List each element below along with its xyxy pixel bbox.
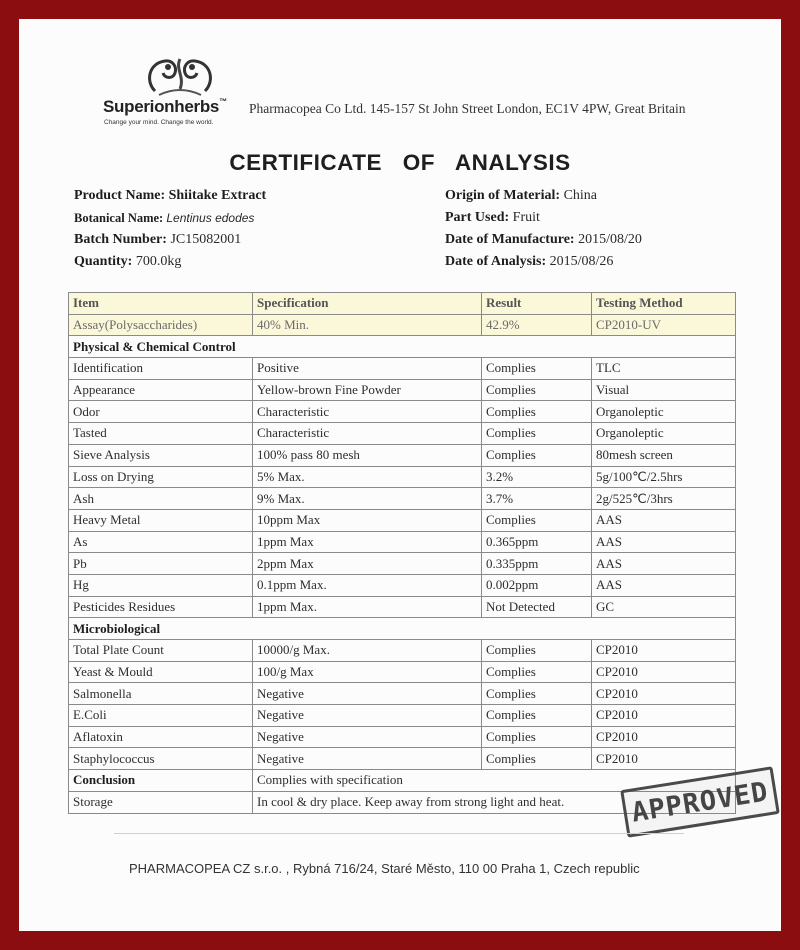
cell-item: Hg (69, 574, 253, 596)
cell-method: Visual (592, 379, 736, 401)
footer-address: PHARMACOPEA CZ s.r.o. , Rybná 716/24, Staré Město, 110 00 Praha 1, Czech republic (129, 861, 640, 876)
cell-item: Identification (69, 358, 253, 380)
cell-specification: Yellow-brown Fine Powder (253, 379, 482, 401)
table-row (69, 661, 736, 683)
cell-result: Complies (482, 509, 592, 531)
cell-specification: Characteristic (253, 423, 482, 445)
cell-item: Pesticides Residues (69, 596, 253, 618)
batch-number: Batch Number: JC15082001 (74, 232, 242, 247)
storage-value: In cool & dry place. Keep away from strong light and heat. (253, 791, 736, 813)
certificate-page (19, 19, 781, 931)
cell-method: CP2010 (592, 661, 736, 683)
table-row (69, 726, 736, 748)
cell-method: 2g/525℃/3hrs (592, 488, 736, 510)
cell-item: Yeast & Mould (69, 661, 253, 683)
cell-specification: 2ppm Max (253, 553, 482, 575)
section-header-microbiological: Microbiological (69, 618, 736, 640)
cell-method: 80mesh screen (592, 444, 736, 466)
cell-item: Tasted (69, 423, 253, 445)
dragon-logo-icon (135, 51, 225, 99)
header-specification: Specification (253, 293, 482, 315)
cell-specification: 0.1ppm Max. (253, 574, 482, 596)
table-row (69, 596, 736, 618)
assay-method: CP2010-UV (592, 314, 736, 336)
cell-item: Aflatoxin (69, 726, 253, 748)
cell-item: Salmonella (69, 683, 253, 705)
table-row (69, 379, 736, 401)
cell-result: 3.2% (482, 466, 592, 488)
table-row (69, 509, 736, 531)
cell-specification: 9% Max. (253, 488, 482, 510)
part-used: Part Used: Fruit (445, 210, 540, 225)
cell-item: Loss on Drying (69, 466, 253, 488)
cell-item: Staphylococcus (69, 748, 253, 770)
cell-result: Complies (482, 444, 592, 466)
cell-result: Complies (482, 401, 592, 423)
cell-specification: Negative (253, 705, 482, 727)
cell-result: Complies (482, 423, 592, 445)
cell-item: Ash (69, 488, 253, 510)
cell-specification: 100/g Max (253, 661, 482, 683)
cell-method: GC (592, 596, 736, 618)
table-row (69, 531, 736, 553)
cell-method: TLC (592, 358, 736, 380)
assay-result: 42.9% (482, 314, 592, 336)
cell-result: 3.7% (482, 488, 592, 510)
table-row (69, 748, 736, 770)
logo-tagline: Change your mind. Change the world. (104, 119, 214, 126)
table-row (69, 574, 736, 596)
cell-method: Organoleptic (592, 401, 736, 423)
cell-method: CP2010 (592, 705, 736, 727)
cell-result: Complies (482, 358, 592, 380)
cell-specification: Negative (253, 726, 482, 748)
cell-method: CP2010 (592, 683, 736, 705)
physical-rows (69, 358, 736, 618)
cell-specification: 1ppm Max (253, 531, 482, 553)
table-row (69, 488, 736, 510)
table-row (69, 466, 736, 488)
cell-result: Complies (482, 661, 592, 683)
table-row (69, 640, 736, 662)
cell-result: Complies (482, 726, 592, 748)
cell-specification: 1ppm Max. (253, 596, 482, 618)
cell-method: 5g/100℃/2.5hrs (592, 466, 736, 488)
cell-specification: 100% pass 80 mesh (253, 444, 482, 466)
cell-item: Appearance (69, 379, 253, 401)
cell-result: Complies (482, 683, 592, 705)
conclusion-label: Conclusion (69, 770, 253, 792)
cell-method: CP2010 (592, 726, 736, 748)
header-item: Item (69, 293, 253, 315)
logo-name: Superionherbs™ (103, 97, 227, 116)
assay-specification: 40% Min. (253, 314, 482, 336)
cell-method: CP2010 (592, 640, 736, 662)
cell-item: Pb (69, 553, 253, 575)
micro-rows (69, 640, 736, 770)
product-name: Product Name: Shiitake Extract (74, 188, 267, 203)
cell-specification: 10000/g Max. (253, 640, 482, 662)
cell-specification: 5% Max. (253, 466, 482, 488)
cell-result: Not Detected (482, 596, 592, 618)
cell-method: AAS (592, 509, 736, 531)
cell-method: AAS (592, 531, 736, 553)
cell-item: As (69, 531, 253, 553)
origin-of-material: Origin of Material: China (445, 188, 598, 203)
cell-item: Total Plate Count (69, 640, 253, 662)
cell-specification: Characteristic (253, 401, 482, 423)
cell-result: Complies (482, 748, 592, 770)
cell-result: 0.335ppm (482, 553, 592, 575)
table-row (69, 553, 736, 575)
cell-result: 0.002ppm (482, 574, 592, 596)
cell-specification: 10ppm Max (253, 509, 482, 531)
date-of-manufacture: Date of Manufacture: 2015/08/20 (445, 232, 642, 247)
cell-specification: Negative (253, 748, 482, 770)
cell-item: Sieve Analysis (69, 444, 253, 466)
cell-item: Heavy Metal (69, 509, 253, 531)
table-row (69, 444, 736, 466)
analysis-table (68, 292, 736, 814)
cell-result: Complies (482, 640, 592, 662)
header-result: Result (482, 293, 592, 315)
cell-item: Odor (69, 401, 253, 423)
approved-stamp: APPROVED (620, 766, 780, 838)
cell-result: Complies (482, 705, 592, 727)
cell-method: AAS (592, 574, 736, 596)
header-testing-method: Testing Method (592, 293, 736, 315)
cell-result: Complies (482, 379, 592, 401)
assay-row (69, 314, 736, 336)
company-logo (103, 51, 283, 141)
cell-specification: Negative (253, 683, 482, 705)
table-row (69, 358, 736, 380)
table-row (69, 683, 736, 705)
footer-divider (114, 833, 684, 834)
table-row (69, 423, 736, 445)
table-row (69, 401, 736, 423)
page-title: CERTIFICATE OF ANALYSIS (229, 150, 571, 175)
cell-method: Organoleptic (592, 423, 736, 445)
cell-item: E.Coli (69, 705, 253, 727)
assay-item: Assay(Polysaccharides) (69, 314, 253, 336)
storage-label: Storage (69, 791, 253, 813)
conclusion-value: Complies with specification (253, 770, 736, 792)
cell-method: CP2010 (592, 748, 736, 770)
botanical-name: Botanical Name: Lentinus edodes (74, 211, 255, 225)
date-of-analysis: Date of Analysis: 2015/08/26 (445, 254, 614, 269)
table-header-row (69, 293, 736, 315)
cell-method: AAS (592, 553, 736, 575)
table-row (69, 705, 736, 727)
quantity: Quantity: 700.0kg (74, 254, 182, 269)
cell-specification: Positive (253, 358, 482, 380)
section-header-physical: Physical & Chemical Control (69, 336, 736, 358)
company-address: Pharmacopea Co Ltd. 145-157 St John Street London, EC1V 4PW, Great Britain (249, 101, 686, 116)
cell-result: 0.365ppm (482, 531, 592, 553)
